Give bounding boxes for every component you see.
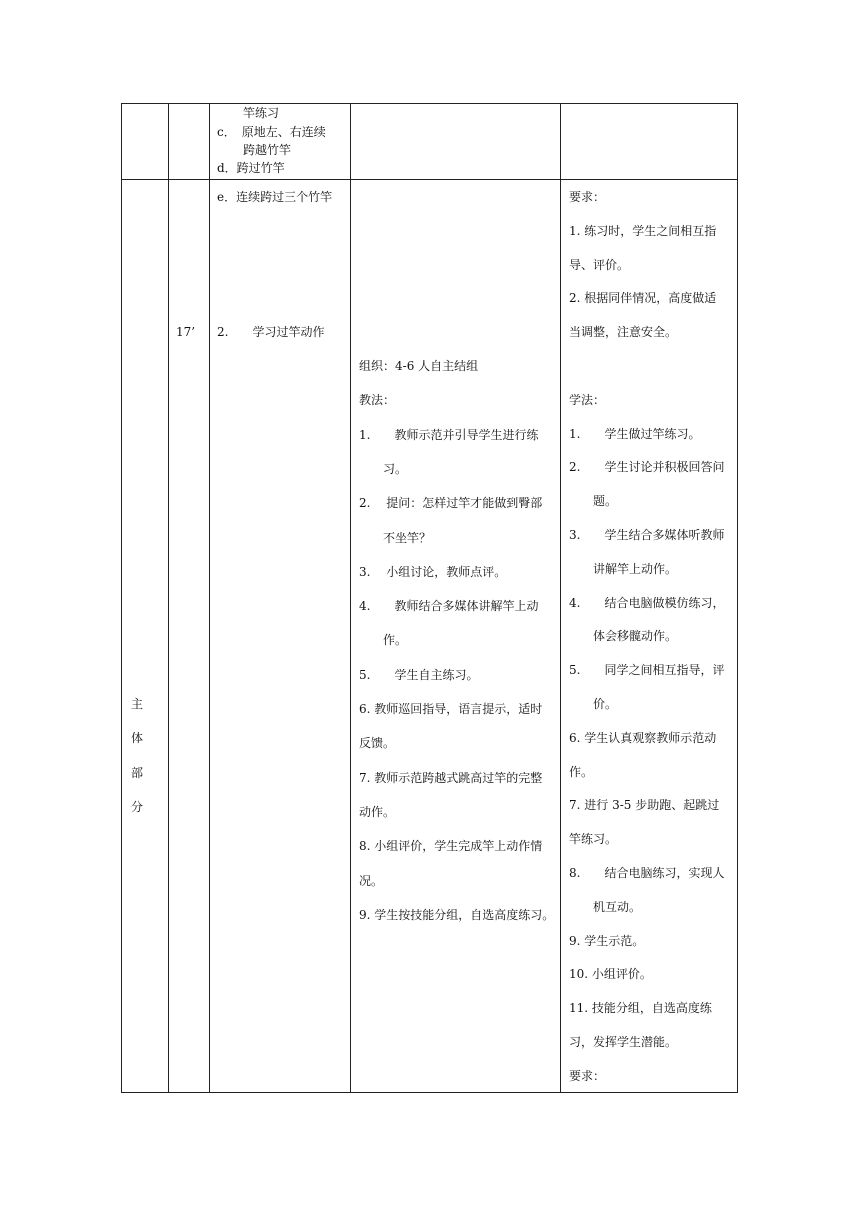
method-line: 9. 学生示范。 xyxy=(569,933,645,948)
method-line: 7. 进行 3-5 步助跑、起跳过 xyxy=(569,798,720,813)
method-line: 7. 教师示范跨越式跳高过竿的完整 xyxy=(359,770,543,785)
method-line: 竿练习。 xyxy=(569,832,618,847)
col-divider-4 xyxy=(560,103,561,1093)
method-line: 机互动。 xyxy=(569,899,642,914)
method-line: 况。 xyxy=(359,873,384,888)
method-line: 3. 学生结合多媒体听教师 xyxy=(569,528,725,542)
col-divider-2 xyxy=(209,103,210,1093)
table-border-bottom xyxy=(121,1092,738,1093)
section-label-char: 体 xyxy=(131,731,144,745)
col-border-right xyxy=(737,103,738,1093)
method-line: 讲解竿上动作。 xyxy=(569,561,678,576)
method-line: 当调整，注意安全。 xyxy=(569,325,678,340)
method-line: 习，发挥学生潜能。 xyxy=(569,1035,678,1049)
method-line: 习。 xyxy=(359,461,408,476)
col-divider-3 xyxy=(350,103,351,1093)
method-line: 要求： xyxy=(569,1068,606,1083)
content-line: 2. 学习过竿动作 xyxy=(217,325,325,339)
method-line: 反馈。 xyxy=(359,736,396,751)
section-label-char: 分 xyxy=(131,800,144,814)
method-line: 2. 根据同伴情况，高度做适 xyxy=(569,291,717,306)
method-line: 作。 xyxy=(359,633,408,648)
method-line: 要求： xyxy=(569,190,606,204)
method-line: 3. 小组讨论，教师点评。 xyxy=(359,564,507,579)
method-line: 6. 学生认真观察教师示范动 xyxy=(569,730,717,745)
method-line: 学法： xyxy=(569,392,606,407)
method-line: 动作。 xyxy=(359,804,396,819)
method-line: 价。 xyxy=(569,697,618,711)
method-line: 1. 练习时，学生之间相互指 xyxy=(569,223,717,238)
method-line: 11. 技能分组，自选高度练 xyxy=(569,1001,712,1016)
method-line: 5. 同学之间相互指导，评 xyxy=(569,663,725,678)
method-line: 2. 提问：怎样过竿才能做到臀部 xyxy=(359,496,543,511)
method-line: 8. 结合电脑练习，实现人 xyxy=(569,866,725,880)
content-line: c． 原地左、右连续 xyxy=(217,125,326,139)
content-line: 竿练习 xyxy=(243,106,280,120)
content-line: e．连续跨过三个竹竿 xyxy=(217,190,333,204)
method-line: 4. 结合电脑做模仿练习， xyxy=(569,595,725,610)
method-line: 2. 学生讨论并积极回答问 xyxy=(569,460,725,475)
method-line: 6. 教师巡回指导，语言提示，适时 xyxy=(359,702,543,716)
method-line: 教法： xyxy=(359,393,396,408)
content-line: 跨越竹竿 xyxy=(243,143,292,157)
method-line: 5. 学生自主练习。 xyxy=(359,667,479,682)
method-line: 8. 小组评价，学生完成竿上动作情 xyxy=(359,839,543,854)
section-label-char: 主 xyxy=(131,697,144,711)
method-line: 1. 学生做过竿练习。 xyxy=(569,426,701,441)
section-label-char: 部 xyxy=(131,766,144,780)
col-divider-1 xyxy=(168,103,169,1093)
method-line: 9. 学生按技能分组，自选高度练习。 xyxy=(359,907,555,922)
method-line: 1. 教师示范并引导学生进行练 xyxy=(359,427,539,442)
content-line: d．跨过竹竿 xyxy=(217,161,285,175)
method-line: 组织：4-6 人自主结组 xyxy=(359,359,479,373)
method-line: 导、评价。 xyxy=(569,257,630,272)
time-value: 17’ xyxy=(176,325,196,339)
col-border-left xyxy=(121,103,122,1093)
row-divider xyxy=(121,179,738,180)
method-line: 4. 教师结合多媒体讲解竿上动 xyxy=(359,599,539,614)
method-line: 作。 xyxy=(569,764,594,779)
method-line: 10. 小组评价。 xyxy=(569,967,652,982)
table-border-top xyxy=(121,103,738,104)
method-line: 体会移髋动作。 xyxy=(569,629,678,644)
method-line: 不坐竿？ xyxy=(359,530,432,545)
method-line: 题。 xyxy=(569,494,618,509)
